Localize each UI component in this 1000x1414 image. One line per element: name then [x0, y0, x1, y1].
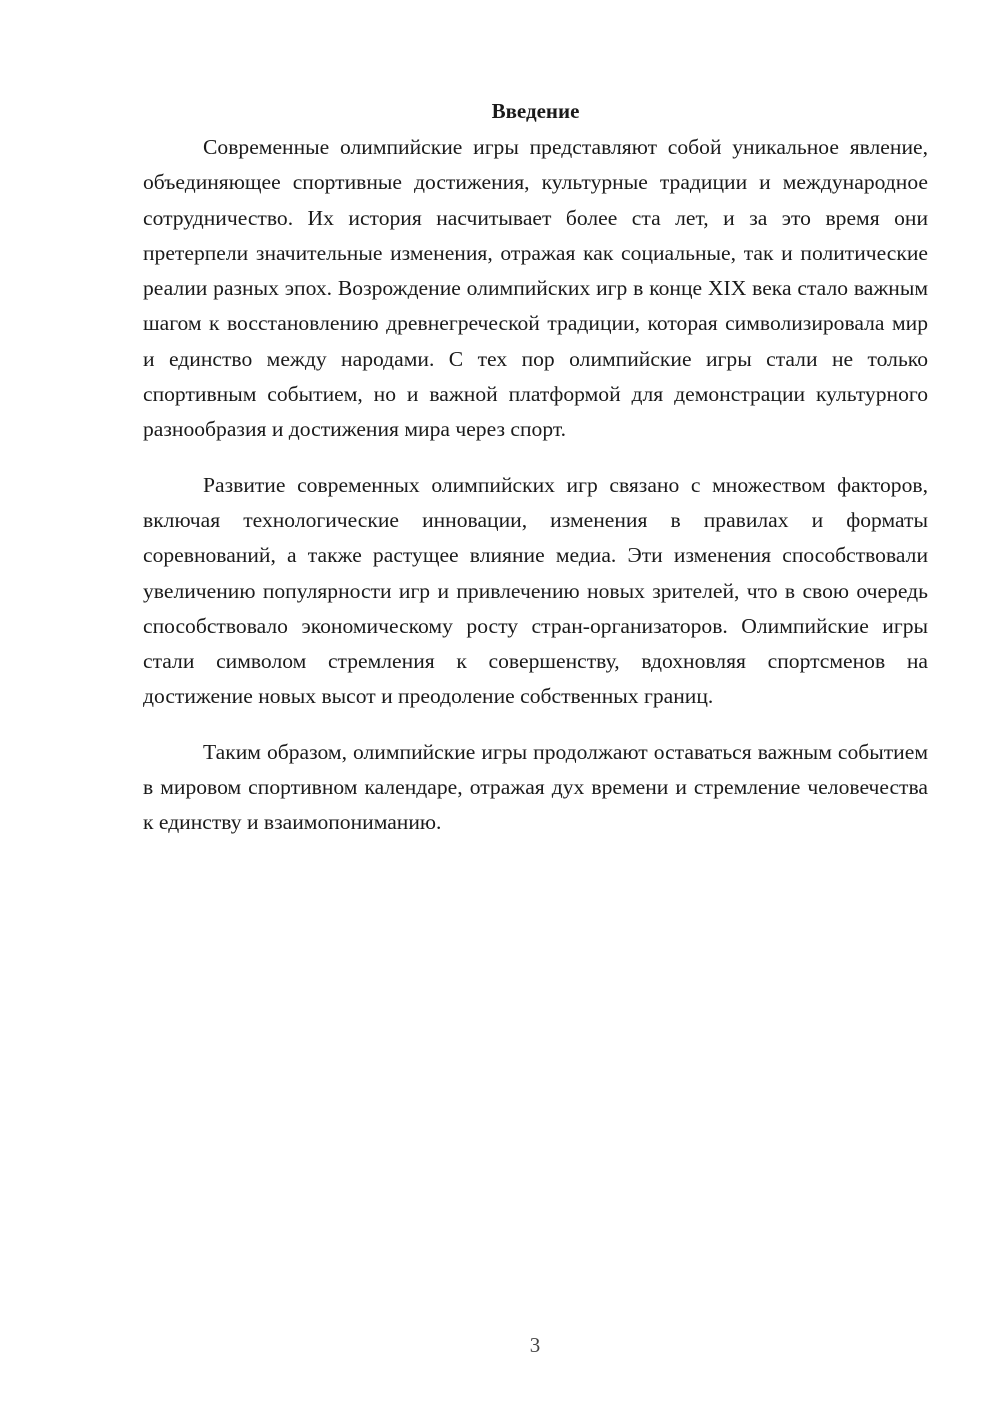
paragraph-1: Современные олимпийские игры представляют собой уникальное явление, объединяющее спортивные достижения, культурные традиции и международное сотрудничество. Их история насчитывает более ста лет, и за это время они претерпели значительные изменения, отражая как социальные, так и политические реалии разных эпох. Возрождение олимпийских игр в конце XIX века стало важным шагом к восстановлению древнегреческой традиции, которая символизировала мир и единство между народами. С тех пор олимпийские игры стали не только спортивным событием, но и важной платформой для демонстрации культурного разнообразия и достижения мира через спорт.: [143, 135, 928, 442]
page-content: [143, 96, 928, 861]
paragraph-2: Развитие современных олимпийских игр связано с множеством факторов, включая технологические инновации, изменения в правилах и форматы соревнований, а также растущее влияние медиа. Эти изменения способствовали увеличению популярности игр и привлечению новых зрителей, что в свою очередь способствовало экономическому росту стран-организаторов. Олимпийские игры стали символом стремления к совершенству, вдохновляя спортсменов на достижение новых высот и преодоление собственных границ.: [143, 472, 928, 709]
page-number: 3: [529, 1333, 541, 1357]
paragraph-3: Таким образом, олимпийские игры продолжают оставаться важным событием в мировом спортивном календаре, отражая дух времени и стремление человечества к единству и взаимопониманию.: [143, 739, 928, 835]
section-heading: Введение: [491, 99, 580, 123]
